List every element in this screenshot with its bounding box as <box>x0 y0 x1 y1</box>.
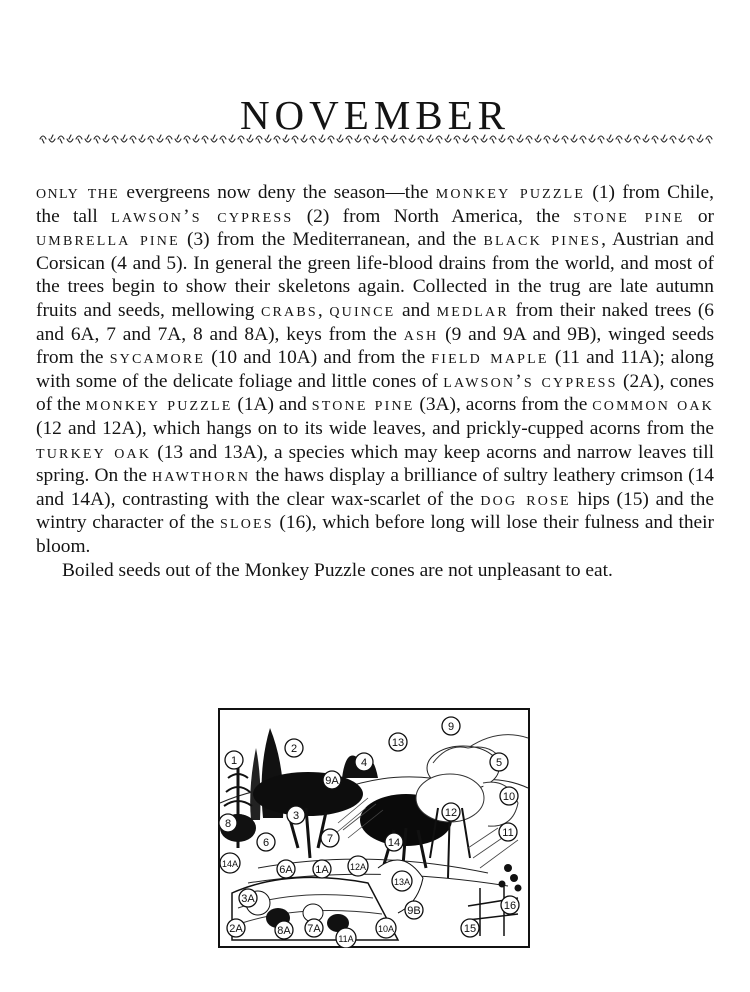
key-label-4 <box>355 753 373 771</box>
key-label-text: 7 <box>326 833 334 845</box>
key-label-3a <box>239 889 257 907</box>
key-label-text: 1 <box>230 755 238 767</box>
key-label-7 <box>321 829 339 847</box>
species-name: stone pine <box>573 205 685 227</box>
species-name: common oak <box>592 394 714 416</box>
text-run: hips (15) and the wintry character of the <box>36 488 714 534</box>
text-run: evergreens now deny the season—the <box>119 182 436 203</box>
key-label-11a <box>336 928 356 948</box>
key-label-text: 2A <box>229 923 243 935</box>
key-label-9 <box>442 717 460 735</box>
key-label-text: 13A <box>393 877 411 887</box>
species-name: only the <box>36 182 120 203</box>
text-run: , Austrian and Corsican (4 and 5). In general the green life-blood drains from the world, and most of the trees begin to show their skeletons again. Collected in the trug are late autumn fruits and seeds, mellowing <box>36 229 714 321</box>
species-name: sloes <box>220 512 274 534</box>
key-label-6a <box>277 860 295 878</box>
key-label-text: 8 <box>224 818 232 830</box>
key-label-3 <box>287 806 305 824</box>
ornamental-rule <box>36 128 716 150</box>
species-name: monkey puzzle <box>435 182 586 203</box>
key-label-text: 3 <box>292 810 300 822</box>
key-label-6 <box>257 833 275 851</box>
text-run: (3) from the Mediterranean, and the <box>179 229 484 251</box>
key-label-7a <box>305 919 323 937</box>
key-label-2a <box>227 919 245 937</box>
species-name: lawson’s cypress <box>111 205 294 227</box>
key-label-11 <box>499 823 517 841</box>
text-run: , <box>317 299 330 321</box>
key-label-9a <box>323 771 341 789</box>
species-name: field maple <box>431 347 549 369</box>
key-label-text: 8A <box>277 925 291 937</box>
key-label-10 <box>500 787 518 805</box>
key-label-1a <box>313 860 331 878</box>
text-run: (1A) and <box>232 394 312 416</box>
key-label-text: 6 <box>262 837 270 849</box>
text-run: the haws display a brilliance of sultry leathery crimson (14 and 14A), contrasting with the clear wax-scarlet of the <box>36 465 714 510</box>
key-label-text: 11A <box>338 934 354 944</box>
text-run: from their naked trees (6 and 6A, 7 and 7A, 8 and 8A), keys from the <box>36 299 714 345</box>
key-label-text: 11 <box>502 827 514 839</box>
key-label-text: 7A <box>307 923 321 935</box>
key-label-text: 3A <box>241 893 255 905</box>
key-label-5 <box>490 753 508 771</box>
species-name: dog rose <box>480 488 571 510</box>
key-label-8a <box>275 921 293 939</box>
key-label-text: 1A <box>315 864 329 876</box>
species-name: crabs <box>260 299 318 321</box>
key-label-text: 9B <box>407 905 421 917</box>
species-name: turkey oak <box>36 441 152 463</box>
species-name: hawthorn <box>152 465 251 487</box>
key-label-2 <box>285 739 303 757</box>
key-label-text: 10 <box>502 791 516 803</box>
text-run: (10 and 10A) and from the <box>205 347 432 369</box>
key-label-9b <box>405 901 423 919</box>
text-run: (16), which before long will lose their fulness and their bloom. <box>36 512 714 557</box>
text-run: (2) from North America, the <box>293 205 574 227</box>
species-name: stone pine <box>311 394 415 416</box>
key-label-text: 2 <box>290 743 298 755</box>
paragraph-main <box>36 181 714 559</box>
key-label-text: 16 <box>503 900 517 912</box>
key-label-text: 10A <box>377 924 395 934</box>
species-name: black pines <box>483 229 602 251</box>
illustration-key <box>218 708 530 948</box>
species-name: quince <box>329 299 396 321</box>
species-name: lawson’s cypress <box>443 370 618 392</box>
species-name: ash <box>403 323 439 345</box>
species-name: umbrella pine <box>36 229 180 251</box>
key-label-text: 13 <box>391 737 405 749</box>
key-label-text: 12A <box>349 862 367 872</box>
key-label-text: 4 <box>360 757 368 769</box>
key-label-13 <box>389 733 407 751</box>
text-run: (13 and 13A), a species which may keep acorns and narrow leaves till spring. On the <box>36 441 714 487</box>
text-run: (9 and 9A and 9B), winged seeds from the <box>36 323 714 369</box>
key-label-14 <box>385 833 403 851</box>
key-label-15 <box>461 919 479 937</box>
key-label-text: 9 <box>447 721 455 733</box>
species-name: sycamore <box>109 347 206 369</box>
key-label-12a <box>348 856 368 876</box>
paragraph-note: Boiled seeds out of the Monkey Puzzle cones are not unpleasant to eat. <box>62 559 613 581</box>
key-label-1 <box>225 751 243 769</box>
text-run: (12 and 12A), which hangs on to its wide leaves, and prickly-cupped acorns from the <box>36 417 714 439</box>
key-label-text: 9A <box>325 775 339 787</box>
species-name: medlar <box>436 299 509 321</box>
body-text <box>36 181 714 582</box>
key-label-text: 6A <box>279 864 293 876</box>
key-label-13a <box>392 871 412 891</box>
text-run: and <box>395 299 437 321</box>
text-run: (1) from Chile, the tall <box>36 182 715 227</box>
page-title: NOVEMBER <box>239 92 511 139</box>
key-label-8 <box>219 814 237 832</box>
key-label-16 <box>501 896 519 914</box>
text-run: (2A), cones of the <box>36 370 714 416</box>
key-label-10a <box>376 918 396 938</box>
species-name: monkey puzzle <box>85 394 233 416</box>
key-label-text: 14 <box>387 837 401 849</box>
text-run: or <box>684 205 714 227</box>
key-label-14a <box>220 853 240 873</box>
key-label-text: 14A <box>221 859 239 869</box>
key-label-text: 15 <box>463 923 477 935</box>
key-label-12 <box>442 803 460 821</box>
key-label-text: 12 <box>444 807 458 819</box>
text-run: (11 and 11A); along with some of the delicate foliage and little cones of <box>36 347 715 392</box>
key-label-text: 5 <box>495 757 503 769</box>
text-run: (3A), acorns from the <box>414 394 593 416</box>
